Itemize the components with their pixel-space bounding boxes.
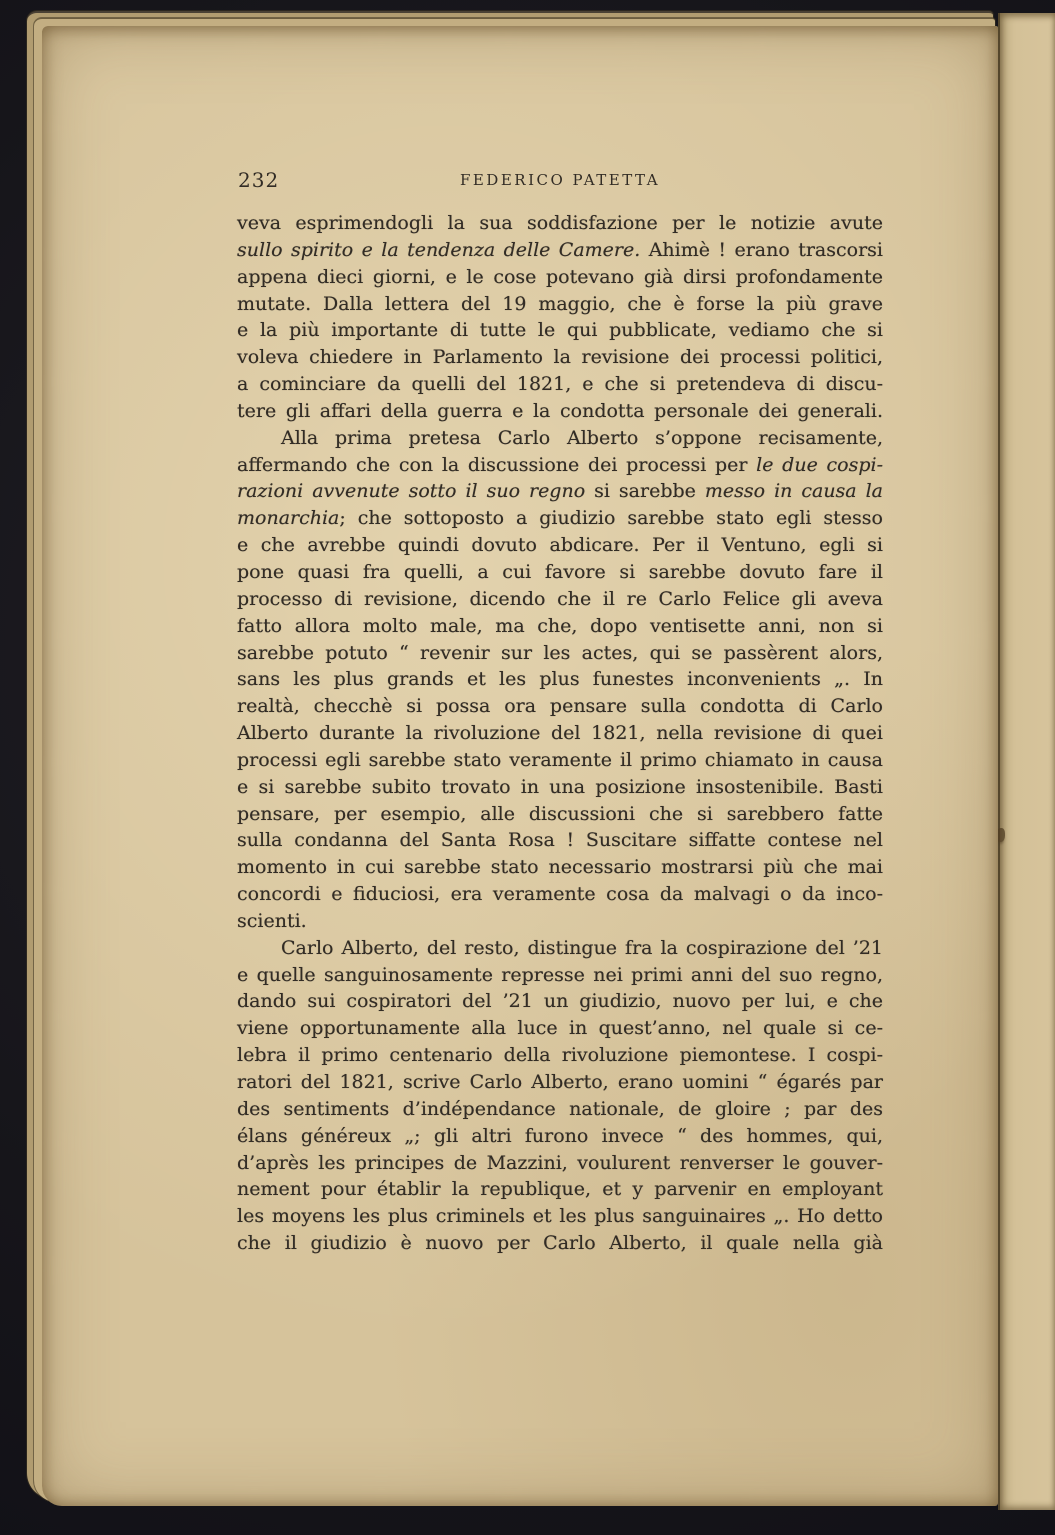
page-text <box>237 210 883 1257</box>
text-line <box>237 854 883 881</box>
page-number: 232 <box>238 168 280 192</box>
text-line <box>237 210 883 237</box>
text-line <box>237 908 883 935</box>
text-line <box>237 774 883 801</box>
text-segment: Alla prima pretesa Carlo Alberto s’oppone recisamente, <box>281 426 883 449</box>
text-line <box>237 586 883 613</box>
text-segment: fatto allora molto male, ma che, dopo ventisette anni, non si <box>237 614 883 637</box>
text-line <box>237 317 883 344</box>
text-line <box>237 478 883 505</box>
text-line <box>237 1203 883 1230</box>
text-segment: sans les plus grands et les plus funestes inconvenients „. In <box>237 668 883 691</box>
text-segment: concordi e fiduciosi, era veramente cosa da malvagi o da inco- <box>237 883 883 906</box>
italic-text: razioni avvenute sotto il suo regno <box>237 480 586 503</box>
text-segment: voleva chiedere in Parlamento la revisione dei processi politici, <box>237 346 883 369</box>
text-line <box>237 1042 883 1069</box>
text-segment: nement pour établir la republique, et y parvenir en employant <box>237 1178 883 1201</box>
text-segment: pensare, per esempio, alle discussioni che si sarebbero fatte <box>237 802 883 825</box>
text-segment: veva esprimendogli la sua soddisfazione per le notizie avute <box>237 212 883 234</box>
text-segment: momento in cui sarebbe stato necessario mostrarsi più che mai <box>237 856 883 879</box>
text-segment: pone quasi fra quelli, a cui favore si sarebbe dovuto fare il <box>237 560 883 583</box>
text-line <box>237 425 883 452</box>
text-segment: ratori del 1821, scrive Carlo Alberto, erano uomini “ égarés par <box>237 1071 883 1093</box>
text-segment: affermando che con la discussione dei processi per <box>237 453 757 476</box>
text-line <box>237 881 883 908</box>
text-segment: élans généreux „; gli altri furono invece “ des hommes, qui, <box>237 1124 883 1147</box>
text-line <box>237 801 883 828</box>
text-line <box>237 237 883 264</box>
text-line <box>237 613 883 640</box>
text-segment: d’après les principes de Mazzini, voulurent renverser le gouver- <box>237 1151 883 1174</box>
text-segment: processi egli sarebbe stato veramente il primo chiamato in causa <box>237 748 883 771</box>
text-segment: processo di revisione, dicendo che il re Carlo Felice gli aveva <box>237 587 883 610</box>
text-segment: sulla condanna del Santa Rosa ! Suscitare siffatte contese nel <box>237 829 883 852</box>
text-line <box>237 1123 883 1150</box>
italic-text: sullo spirito e la tendenza delle Camere. <box>237 238 641 261</box>
text-line <box>237 640 883 667</box>
text-segment: e la più importante di tutte le qui pubblicate, vediamo che si <box>237 319 883 342</box>
text-line <box>237 532 883 559</box>
text-line <box>237 344 883 371</box>
italic-text: messo in causa la <box>704 480 884 503</box>
text-line <box>237 935 883 962</box>
text-line <box>237 505 883 532</box>
text-segment: des sentiments d’indépendance nationale, de gloire ; par des <box>237 1097 883 1120</box>
text-line <box>237 962 883 989</box>
text-segment: si sarebbe <box>585 480 705 503</box>
text-line <box>237 720 883 747</box>
text-line <box>237 452 883 479</box>
text-segment: appena dieci giorni, e le cose potevano già dirsi profondamente <box>237 265 883 288</box>
text-segment: realtà, checchè si possa ora pensare sulla condotta di Carlo <box>237 695 883 718</box>
text-segment: sarebbe potuto “ revenir sur les actes, qui se passèrent alors, <box>237 641 883 664</box>
text-line <box>237 559 883 586</box>
italic-text: le due cospi- <box>756 453 883 476</box>
text-segment: a cominciare da quelli del 1821, e che si pretendeva di discu- <box>237 373 883 396</box>
text-line <box>237 1230 883 1257</box>
text-line <box>237 264 883 291</box>
text-line <box>237 666 883 693</box>
text-segment: che il giudizio è nuovo per Carlo Alberto, il quale nella già <box>237 1232 883 1255</box>
text-segment: viene opportunamente alla luce in quest’anno, nel quale si ce- <box>237 1017 883 1040</box>
text-segment: scienti. <box>237 909 307 932</box>
text-line <box>237 398 883 425</box>
text-segment: ; che sottoposto a giudizio sarebbe stato egli stesso <box>339 507 883 530</box>
text-line <box>237 291 883 318</box>
text-line <box>237 693 883 720</box>
text-line <box>237 747 883 774</box>
text-segment: Ahimè ! erano trascorsi <box>640 238 883 261</box>
text-segment: e quelle sanguinosamente represse nei primi anni del suo regno, <box>237 963 883 986</box>
text-segment: mutate. Dalla lettera del 19 maggio, che è forse la più grave <box>237 292 883 315</box>
text-line <box>237 827 883 854</box>
text-segment: e che avrebbe quindi dovuto abdicare. Per il Ventuno, egli si <box>237 534 883 557</box>
text-line <box>237 1069 883 1096</box>
adjacent-page-edge <box>998 13 1055 1510</box>
text-line <box>237 371 883 398</box>
text-segment: les moyens les plus criminels et les plus sanguinaires „. Ho detto <box>237 1205 883 1228</box>
text-line <box>237 988 883 1015</box>
text-segment: e si sarebbe subito trovato in una posizione insostenibile. Basti <box>237 775 883 798</box>
text-line <box>237 1176 883 1203</box>
text-line <box>237 1096 883 1123</box>
text-line <box>237 1150 883 1177</box>
text-segment: Carlo Alberto, del resto, distingue fra la cospirazione del ’21 <box>281 936 883 959</box>
running-header: FEDERICO PATETTA <box>459 171 661 189</box>
page-header-row <box>237 168 883 198</box>
book-page <box>42 26 998 1506</box>
text-segment: tere gli affari della guerra e la condotta personale dei generali. <box>237 399 883 422</box>
text-segment: Alberto durante la rivoluzione del 1821, nella revisione di quei <box>237 722 883 745</box>
italic-text: monarchia <box>237 507 340 530</box>
text-segment: lebra il primo centenario della rivoluzione piemontese. I cospi- <box>237 1044 883 1067</box>
text-line <box>237 1015 883 1042</box>
text-segment: dando sui cospiratori del ’21 un giudizio, nuovo per lui, e che <box>237 990 883 1013</box>
